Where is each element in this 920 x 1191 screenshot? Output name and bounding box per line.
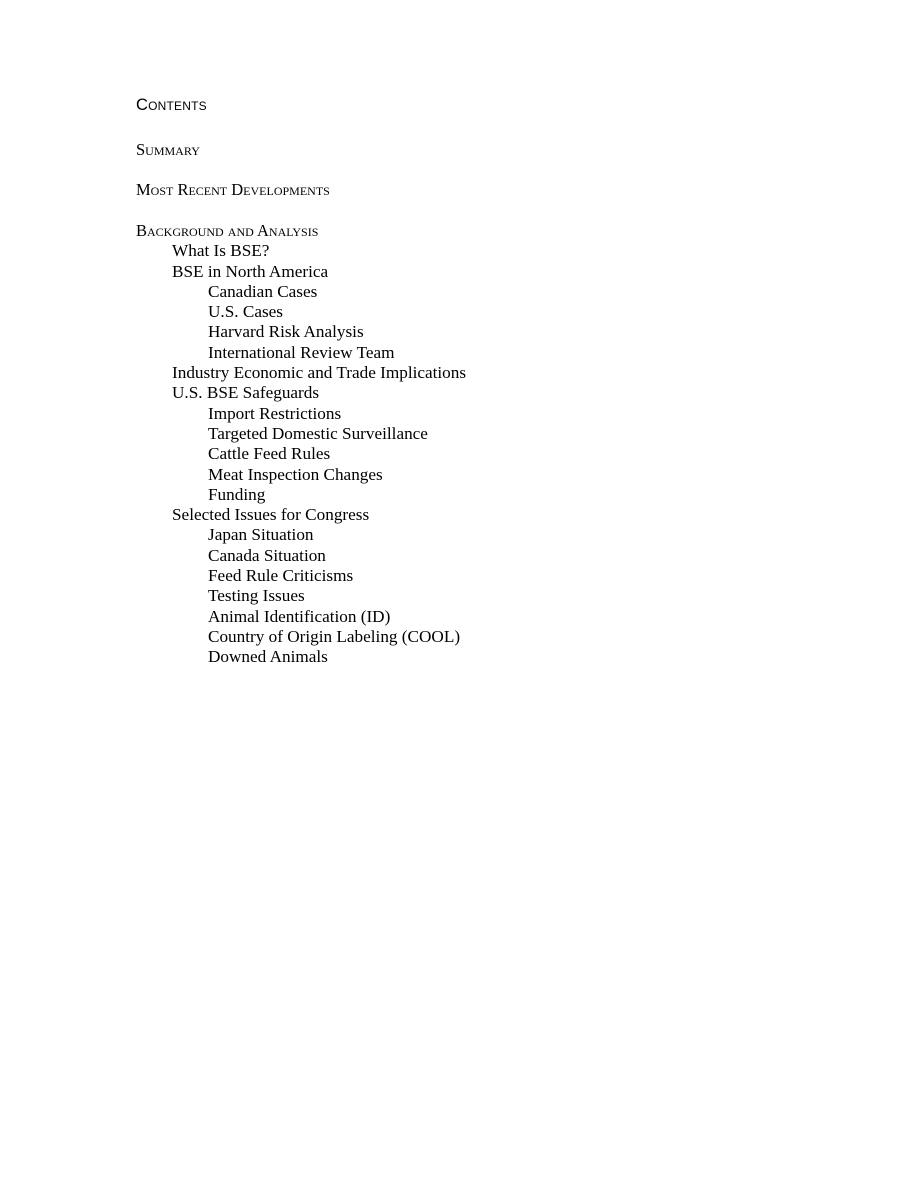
toc-subentry: Targeted Domestic Surveillance (208, 423, 428, 443)
toc-subentry: U.S. Cases (208, 302, 283, 322)
toc-subentry: Japan Situation (208, 525, 314, 545)
toc-subentry: Cattle Feed Rules (208, 444, 331, 464)
toc-entry: What Is BSE? (172, 241, 270, 261)
toc-subentry: International Review Team (208, 342, 395, 362)
toc-section-heading: Most Recent Developments (136, 180, 330, 200)
toc-subentry: Import Restrictions (208, 403, 342, 423)
toc-section-heading: Background and Analysis (136, 220, 319, 240)
toc-subentry: Canada Situation (208, 545, 326, 565)
toc-subentry: Harvard Risk Analysis (208, 322, 364, 342)
toc-entry: U.S. BSE Safeguards (172, 383, 320, 403)
toc-subentry: Country of Origin Labeling (COOL) (208, 626, 461, 646)
contents-heading: Contents (136, 96, 207, 114)
toc-subentry: Meat Inspection Changes (208, 464, 383, 484)
toc-subentry: Canadian Cases (208, 281, 318, 301)
toc-subentry: Testing Issues (208, 586, 305, 606)
toc-section-heading: Summary (136, 140, 200, 159)
toc-subentry: Feed Rule Criticisms (208, 566, 354, 586)
toc-entry: Industry Economic and Trade Implications (172, 363, 467, 383)
toc-subentry: Funding (208, 484, 266, 504)
toc-entry: BSE in North America (172, 261, 329, 281)
toc-subentry: Animal Identification (ID) (208, 606, 391, 626)
toc-subentry: Downed Animals (208, 647, 328, 667)
toc-entry: Selected Issues for Congress (172, 505, 370, 525)
table-of-contents (136, 140, 466, 668)
